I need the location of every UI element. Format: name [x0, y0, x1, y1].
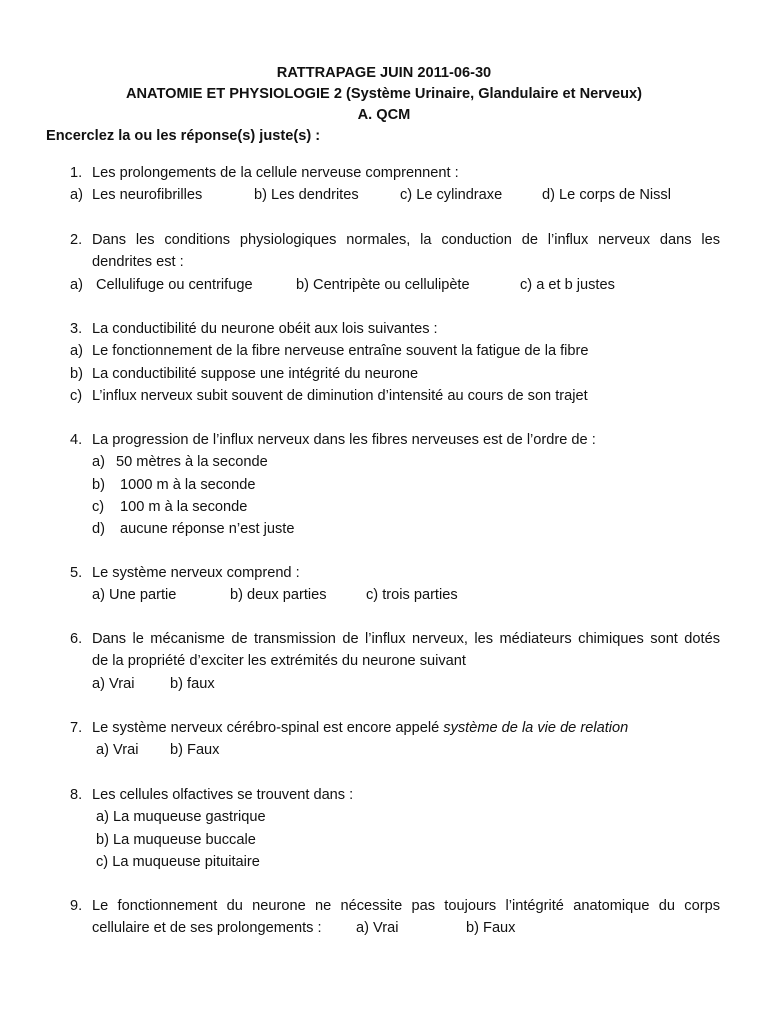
question-number: 7. [70, 720, 83, 736]
question-stem: La conductibilité du neurone obéit aux lois suivantes : [92, 321, 438, 337]
option-c: c) La muqueuse pituitaire [96, 853, 260, 870]
option-a: a) La muqueuse gastrique [96, 809, 266, 826]
option-b: b) Les dendrites [254, 187, 359, 204]
question-6 [70, 628, 720, 695]
question-9 [70, 895, 720, 940]
option-a: a) Vrai [92, 675, 135, 692]
question-stem-text: Le système nerveux cérébro-spinal est encore appelé [92, 720, 444, 736]
option-label: c) [92, 498, 105, 515]
exam-subject: ANATOMIE ET PHYSIOLOGIE 2 (Système Urinaire, Glandulaire et Nerveux) [125, 86, 643, 102]
option-b: La conductibilité suppose une intégrité du neurone [92, 365, 419, 382]
question-8 [70, 784, 720, 873]
option-b: b) faux [170, 675, 215, 692]
question-number: 6. [70, 631, 83, 647]
question-stem [92, 717, 720, 739]
question-stem: Dans les conditions physiologiques normales, la conduction de l’influx nerveux dans les [92, 232, 720, 248]
option-a: a) Vrai [96, 742, 139, 759]
question-stem: Les prolongements de la cellule nerveuse comprennent : [92, 165, 459, 181]
option-a: 50 mètres à la seconde [116, 454, 268, 471]
option-c: c) a et b justes [520, 276, 615, 293]
option-a: a) Vrai [356, 920, 399, 937]
option-a: Cellulifuge ou centrifuge [96, 276, 253, 293]
option-label: a) [92, 454, 105, 471]
question-stem: Le système nerveux comprend : [92, 565, 300, 581]
question-stem-cont: cellulaire et de ses prolongements : [92, 920, 322, 937]
question-number: 4. [70, 432, 83, 448]
question-number: 8. [70, 787, 83, 803]
question-2 [70, 229, 720, 296]
option-b: 1000 m à la seconde [120, 476, 256, 493]
question-4 [70, 429, 720, 540]
option-b: b) Faux [170, 742, 220, 759]
question-1 [70, 162, 720, 207]
question-stem-cont: dendrites est : [92, 254, 184, 271]
option-b: b) Faux [466, 920, 516, 937]
question-number: 2. [70, 232, 83, 248]
option-c: c) trois parties [366, 587, 458, 604]
option-c: c) Le cylindraxe [400, 187, 503, 204]
exam-title: RATTRAPAGE JUIN 2011-06-30 [276, 65, 492, 81]
option-label: c) [70, 387, 83, 404]
option-b: b) Centripète ou cellulipète [296, 276, 470, 293]
question-number: 9. [70, 898, 83, 914]
option-label: a) [70, 187, 83, 204]
question-stem: La progression de l’influx nerveux dans les fibres nerveuses est de l’ordre de : [92, 432, 596, 448]
option-label: a) [70, 276, 83, 293]
question-stem: Le fonctionnement du neurone ne nécessite pas toujours l’intégrité anatomique du corps [92, 898, 720, 914]
option-c: 100 m à la seconde [120, 498, 248, 515]
question-stem-italic: système de la vie de relation [443, 720, 629, 736]
question-stem: Les cellules olfactives se trouvent dans : [92, 787, 354, 803]
question-3 [70, 318, 720, 407]
option-d: aucune réponse n’est juste [120, 521, 295, 538]
question-5 [70, 562, 720, 607]
question-number: 1. [70, 165, 83, 181]
option-a: Les neurofibrilles [92, 187, 203, 204]
question-7 [70, 717, 720, 762]
option-d: d) Le corps de Nissl [542, 187, 671, 204]
option-label: a) [70, 343, 83, 360]
question-number: 5. [70, 565, 83, 581]
option-b: b) deux parties [230, 587, 327, 604]
option-label: b) [70, 365, 83, 382]
option-label: d) [92, 521, 105, 538]
option-b: b) La muqueuse buccale [96, 831, 256, 848]
option-a: a) Une partie [92, 587, 177, 604]
section-title: A. QCM [357, 107, 411, 123]
exam-header [0, 63, 768, 126]
question-number: 3. [70, 321, 83, 337]
question-stem-cont: de la propriété d’exciter les extrémités du neurone suivant [92, 653, 466, 670]
instruction: Encerclez la ou les réponse(s) juste(s) : [46, 128, 321, 144]
question-stem: Dans le mécanisme de transmission de l’influx nerveux, les médiateurs chimiques sont dotés [92, 631, 720, 647]
option-label: b) [92, 476, 105, 493]
option-c: L’influx nerveux subit souvent de diminution d’intensité au cours de son trajet [92, 387, 588, 404]
option-a: Le fonctionnement de la fibre nerveuse entraîne souvent la fatigue de la fibre [92, 343, 589, 360]
